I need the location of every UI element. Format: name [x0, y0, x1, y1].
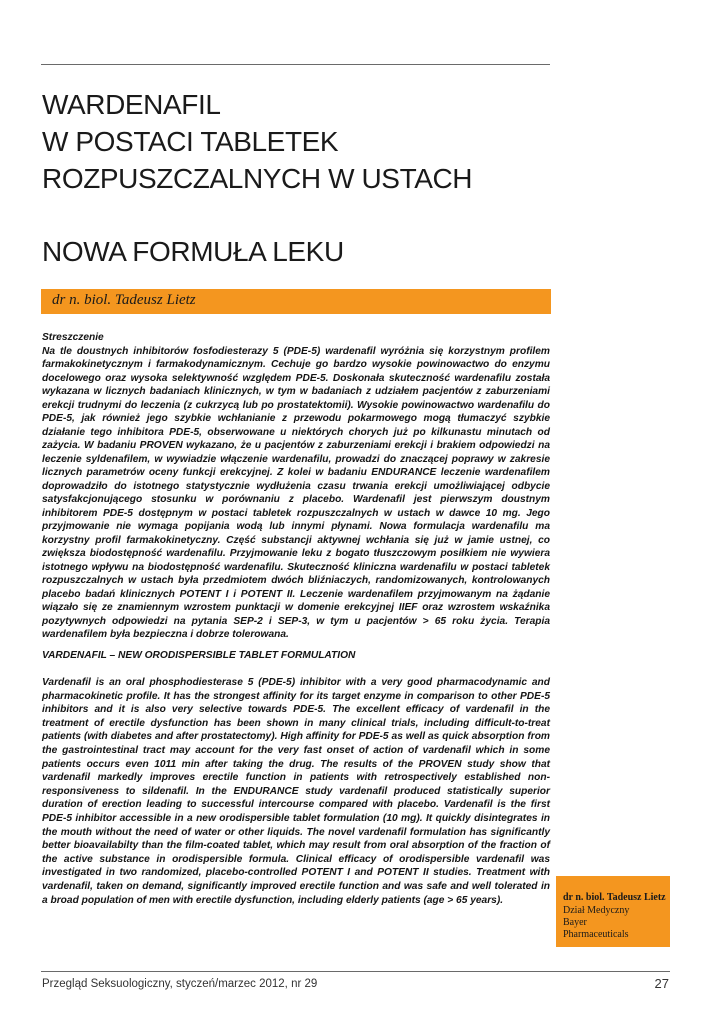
author-info-division: Pharmaceuticals: [563, 929, 629, 940]
title-line-1: WARDENAFIL: [42, 89, 221, 120]
author-info-company: Bayer: [563, 917, 587, 928]
title-line-3: ROZPUSZCZALNYCH W USTACH: [42, 163, 473, 194]
author-byline-band: [41, 289, 551, 314]
footer-rule: [41, 971, 670, 972]
article-title: [42, 86, 562, 197]
author-byline: dr n. biol. Tadeusz Lietz: [52, 292, 196, 308]
top-rule: [41, 64, 550, 65]
author-info-box: [556, 876, 670, 947]
author-info-name: dr n. biol. Tadeusz Lietz: [563, 892, 666, 903]
abstract-label: Streszczenie: [42, 332, 104, 343]
abstract-polish-text: Na tle doustnych inhibitorów fosfodiesterazy 5 (PDE-5) wardenafil wyróżnia się korzystnym profilem farmakokinetycznym i farmakodynamicznym. Cechuje go bardzo wysokie powinowactwo do enzymu docelowego oraz wysoka selektywność względem PDE-5. Doskonała skuteczność wardenafilu została wykazana w licznych badaniach klinicznych, w tym w badaniach z udziałem pacjentów z zaburzeniami erekcji trudnymi do leczenia (z cukrzycą lub po prostatektomii). Wysokie powinowactwo wardenafilu do PDE-5, jak również jego szybkie wchłanianie z przewodu pokarmowego mogą tłumaczyć szybkie działanie tego inhibitora PDE-5, obserwowane u niektórych chorych już po kilkunastu minutach od zażycia. W badaniu PROVEN wykazano, że u pacjentów z zaburzeniami erekcji i brakiem odpowiedzi na leczenie syldenafilem, w wywiadzie włączenie wardenafilu, prowadzi do znaczącej poprawy w zakresie licznych parametrów oceny funkcji erekcyjnej. Z kolei w badaniu ENDURANCE leczenie wardenafilem doprowadziło do istotnego statystycznie wydłużenia czasu trwania erekcji umożliwiającej odbycie satysfakcjonującego stosunku w porównaniu z placebo. Wardenafil jest pierwszym doustnym inhibitorem PDE-5 dostępnym w postaci tabletek rozpuszczalnych w ustach w dawce 10 mg. Jego przyjmowanie nie wymaga popijania wodą lub innymi płynami. Nowa formulacja wardenafilu ma korzystny profil farmakokinetyczny. Część substancji aktywnej wchłania się już w jamie ustnej, co zwiększa biodostępność wardenafilu. Przyjmowanie leku z bogato tłuszczowym posiłkiem nie wywiera istotnego wpływu na biodostępność wardenafilu. Skuteczność kliniczna wardenafilu w postaci tabletek rozpuszczalnych w ustach była przedmiotem dwóch bliźniaczych, randomizowanych, kontrolowanych placebo badań klinicznych POTENT I i POTENT II. Leczenie wardenafilem przyjmowanym na żądanie wiązało się ze znamiennym wzrostem punktacji w domenie erekcyjnej IIEF oraz wzrostem wskaźnika pozytywnych odpowiedzi na pytania SEP-2 i SEP-3, w tym u pacjentów > 65 roku życia. Terapia wardenafilem była bezpieczna i dobrze tolerowana.: [42, 345, 550, 640]
abstract-polish: [42, 331, 550, 642]
abstract-english-text: Vardenafil is an oral phosphodiesterase 5 (PDE-5) inhibitor with a very good pharmacodynamic and pharmacokinetic profile. It has the strongest affinity for its target enzyme in comparison to other PDE-5 inhibitors and it is also very selective towards PDE-5. The excellent efficacy of vardenafil in the treatment of erectile dysfunction has been shown in many clinical trials, including difficult-to-treat patients (with diabetes and after prostatectomy). High affinity for PDE-5 as well as quick absorption from the gastrointestinal tract may account for the very fast onset of action of vardenafil which in some patients occurs even 1011 min after taking the drug. The results of the PROVEN study show that vardenafil markedly improves erectile function in patients with retrospectively established non-responsiveness to sildenafil. In the ENDURANCE study vardenafil produced statistically superior duration of erection leading to successful intercourse compared with placebo. Vardenafil is the first PDE-5 inhibitor accessible in a new orodispersible tablet formulation (10 mg). It quickly disintegrates in the mouth without the need of water or other liquids. The novel vardenafil formulation has significantly better bioavailabilty than the film-coated tablet, which may result from oral absorption of the fraction of the active substance in orodispersible formula. Clinical efficacy of orodispersible vardenafil was investigated in two randomized, placebo-controlled POTENT I and POTENT II studies. Treatment with vardenafil, taken on demand, significantly improved erectile function and was safe and well tolerated in a broad population of men with erectile dysfunction, including elderly patients (age > 65 years).: [42, 677, 550, 906]
english-abstract-heading: VARDENAFIL – NEW ORODISPERSIBLE TABLET FORMULATION: [42, 650, 356, 661]
author-info-department: Dział Medyczny: [563, 905, 630, 916]
article-subtitle: NOWA FORMUŁA LEKU: [42, 236, 344, 267]
journal-citation: Przegląd Seksuologiczny, styczeń/marzec 2012, nr 29: [42, 978, 318, 990]
title-line-2: W POSTACI TABLETEK: [42, 126, 339, 157]
page-number: 27: [654, 976, 669, 991]
